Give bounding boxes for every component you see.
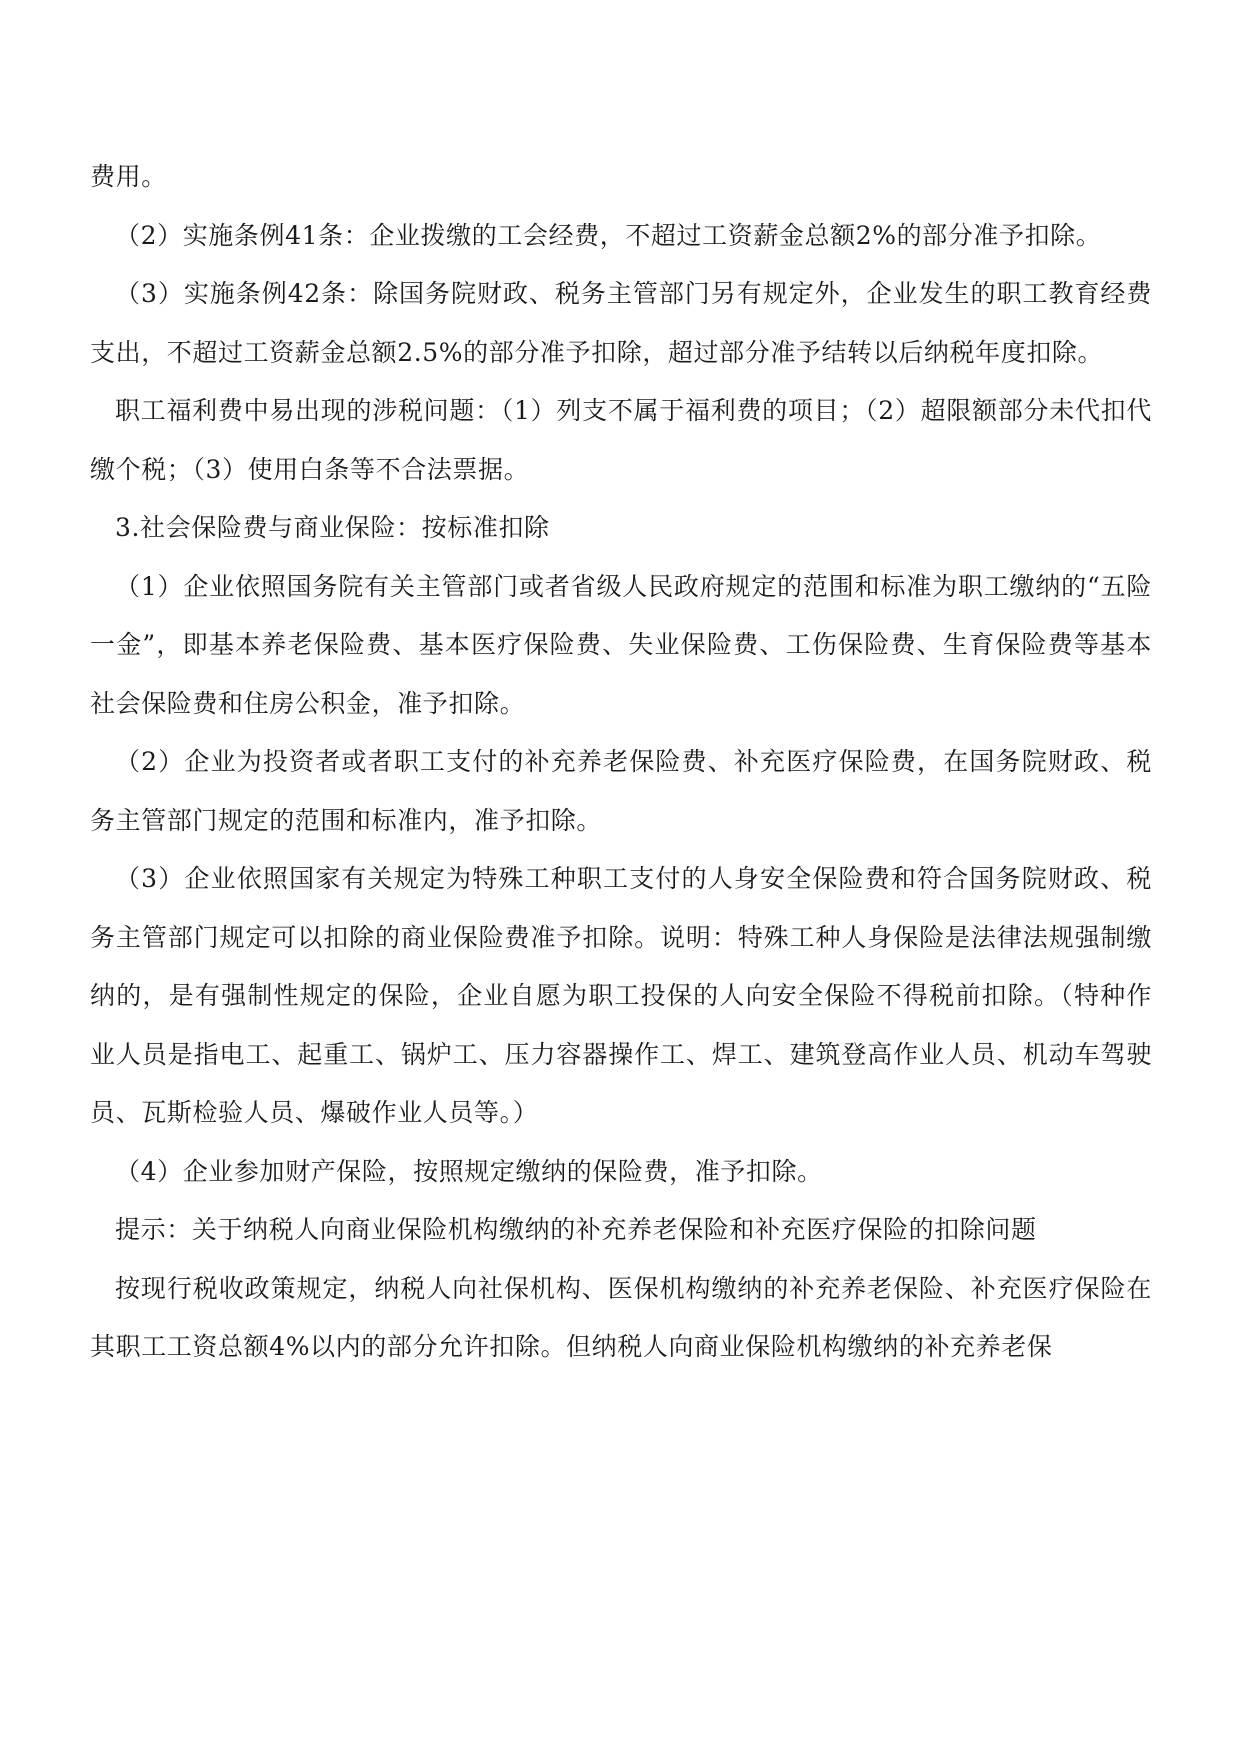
paragraph-union-fee: （2）实施条例41条：企业拨缴的工会经费，不超过工资薪金总额2%的部分准予扣除。 <box>115 220 1102 250</box>
paragraph-property-insurance: （4）企业参加财产保险，按照规定缴纳的保险费，准予扣除。 <box>115 1156 823 1186</box>
document-body <box>90 148 1152 1377</box>
paragraph-current-policy: 按现行税收政策规定，纳税人向社保机构、医保机构缴纳的补充养老保险、补充医疗保险在其职工工资总额4%以内的部分允许扣除。但纳税人向商业保险机构缴纳的补充养老保 <box>90 1273 1152 1361</box>
paragraph-welfare-issues: 职工福利费中易出现的涉税问题：（1）列支不属于福利费的项目；（2）超限额部分未代扣代缴个税；（3）使用白条等不合法票据。 <box>90 396 1152 484</box>
paragraph-supplementary-insurance: （2）企业为投资者或者职工支付的补充养老保险费、补充医疗保险费，在国务院财政、税务主管部门规定的范围和标准内，准予扣除。 <box>90 747 1152 835</box>
paragraph-tip: 提示：关于纳税人向商业保险机构缴纳的补充养老保险和补充医疗保险的扣除问题 <box>115 1215 1037 1244</box>
section-heading-social-insurance: 3.社会保险费与商业保险：按标准扣除 <box>115 513 550 542</box>
paragraph-five-insurances: （1）企业依照国务院有关主管部门或者省级人民政府规定的范围和标准为职工缴纳的“五险一金”，即基本养老保险费、基本医疗保险费、失业保险费、工伤保险费、生育保险费等基本社会保险费和住房公积金，准予扣除。 <box>90 571 1152 718</box>
paragraph-education-fee: （3）实施条例42条：除国务院财政、税务主管部门另有规定外，企业发生的职工教育经费支出，不超过工资薪金总额2.5%的部分准予扣除，超过部分准予结转以后纳税年度扣除。 <box>90 279 1152 367</box>
paragraph-special-workers: （3）企业依照国家有关规定为特殊工种职工支付的人身安全保险费和符合国务院财政、税务主管部门规定可以扣除的商业保险费准予扣除。说明：特殊工种人身保险是法律法规强制缴纳的，是有强制性规定的保险，企业自愿为职工投保的人向安全保险不得税前扣除。（特种作业人员是指电工、起重工、锅炉工、压力容器操作工、焊工、建筑登高作业人员、机动车驾驶员、瓦斯检验人员、爆破作业人员等。） <box>90 864 1152 1127</box>
paragraph-expense-end: 费用。 <box>90 162 167 191</box>
